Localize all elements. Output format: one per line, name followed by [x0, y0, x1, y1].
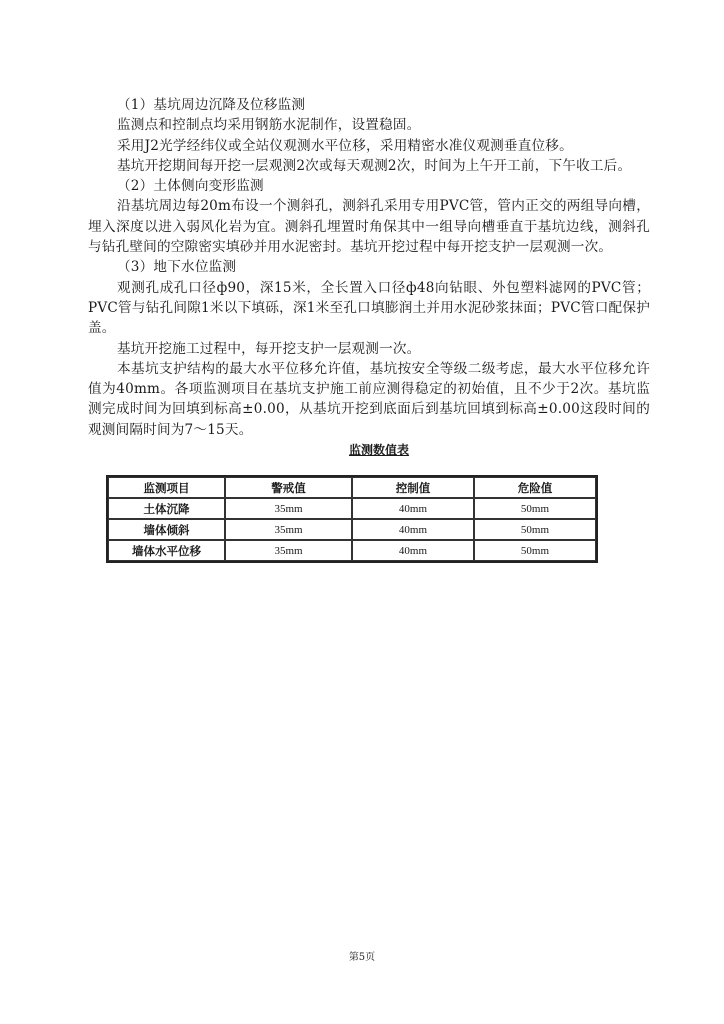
paragraph: 监测点和控制点均采用钢筋水泥制作，设置稳固。: [117, 117, 421, 134]
paragraph: 采用J2光学经纬仪或全站仪观测水平位移，采用精密水准仪观测垂直位移。: [117, 137, 573, 154]
table-row: [108, 540, 596, 561]
table-header-cell: 控制值: [352, 477, 474, 498]
table-header-cell: 危险值: [474, 477, 596, 498]
page-number: 第5页: [348, 952, 376, 963]
document-body: [88, 95, 650, 460]
paragraph: 基坑开挖施工过程中，每开挖支护一层观测一次。: [117, 340, 421, 357]
table-cell: 50mm: [474, 540, 596, 561]
table-row: [108, 498, 596, 519]
table-cell: 35mm: [225, 540, 352, 561]
table-cell: 40mm: [352, 519, 474, 540]
table-header-cell: 警戒值: [225, 477, 352, 498]
table-header-cell: 监测项目: [108, 477, 225, 498]
table-cell: 35mm: [225, 498, 352, 519]
paragraph: 基坑开挖期间每开挖一层观测2次或每天观测2次，时间为上午开工前，下午收工后。: [117, 157, 632, 174]
table-title: 监测数值表: [348, 443, 409, 458]
monitoring-values-table: [106, 475, 598, 563]
table-cell: 50mm: [474, 519, 596, 540]
paragraph: 观测孔成孔口径ф90，深15米，全长置入口径ф48向钻眼、外包塑料滤网的PVC管；PVC管与钻孔间隙1米以下填砾，深1米至孔口填膨润土并用水泥砂浆抹面；PVC管口配保护盖。: [88, 279, 650, 337]
paragraph: 沿基坑周边每20m布设一个测斜孔，测斜孔采用专用PVC管，管内正交的两组导向槽，埋入深度以进入弱风化岩为宜。测斜孔埋置时角保其中一组导向槽垂直于基坑边线，测斜孔与钻孔壁间的空隙密实填砂并用水泥密封。基坑开挖过程中每开挖支护一层观测一次。: [88, 198, 650, 256]
table-cell: 35mm: [225, 519, 352, 540]
table-cell: 40mm: [352, 540, 474, 561]
table-cell: 墙体倾斜: [108, 519, 225, 540]
section-heading-settlement: （1）基坑周边沉降及位移监测: [117, 97, 306, 113]
table-header-row: [108, 477, 596, 498]
section-heading-water: （3）地下水位监测: [117, 259, 237, 276]
table-row: [108, 519, 596, 540]
section-heading-lateral: （2）土体侧向变形监测: [117, 178, 264, 195]
paragraph: 本基坑支护结构的最大水平位移允许值，基坑按安全等级二级考虑，最大水平位移允许值为40mm。各项监测项目在基坑支护施工前应测得稳定的初始值，且不少于2次。基坑监测完成时间为回填到标高±0.00，从基坑开挖到底面后到基坑回填到标高±0.00这段时间的观测间隔时间为7～15天。: [88, 360, 650, 438]
table-cell: 墙体水平位移: [108, 540, 225, 561]
table-cell: 40mm: [352, 498, 474, 519]
table-cell: 土体沉降: [108, 498, 225, 519]
table-cell: 50mm: [474, 498, 596, 519]
